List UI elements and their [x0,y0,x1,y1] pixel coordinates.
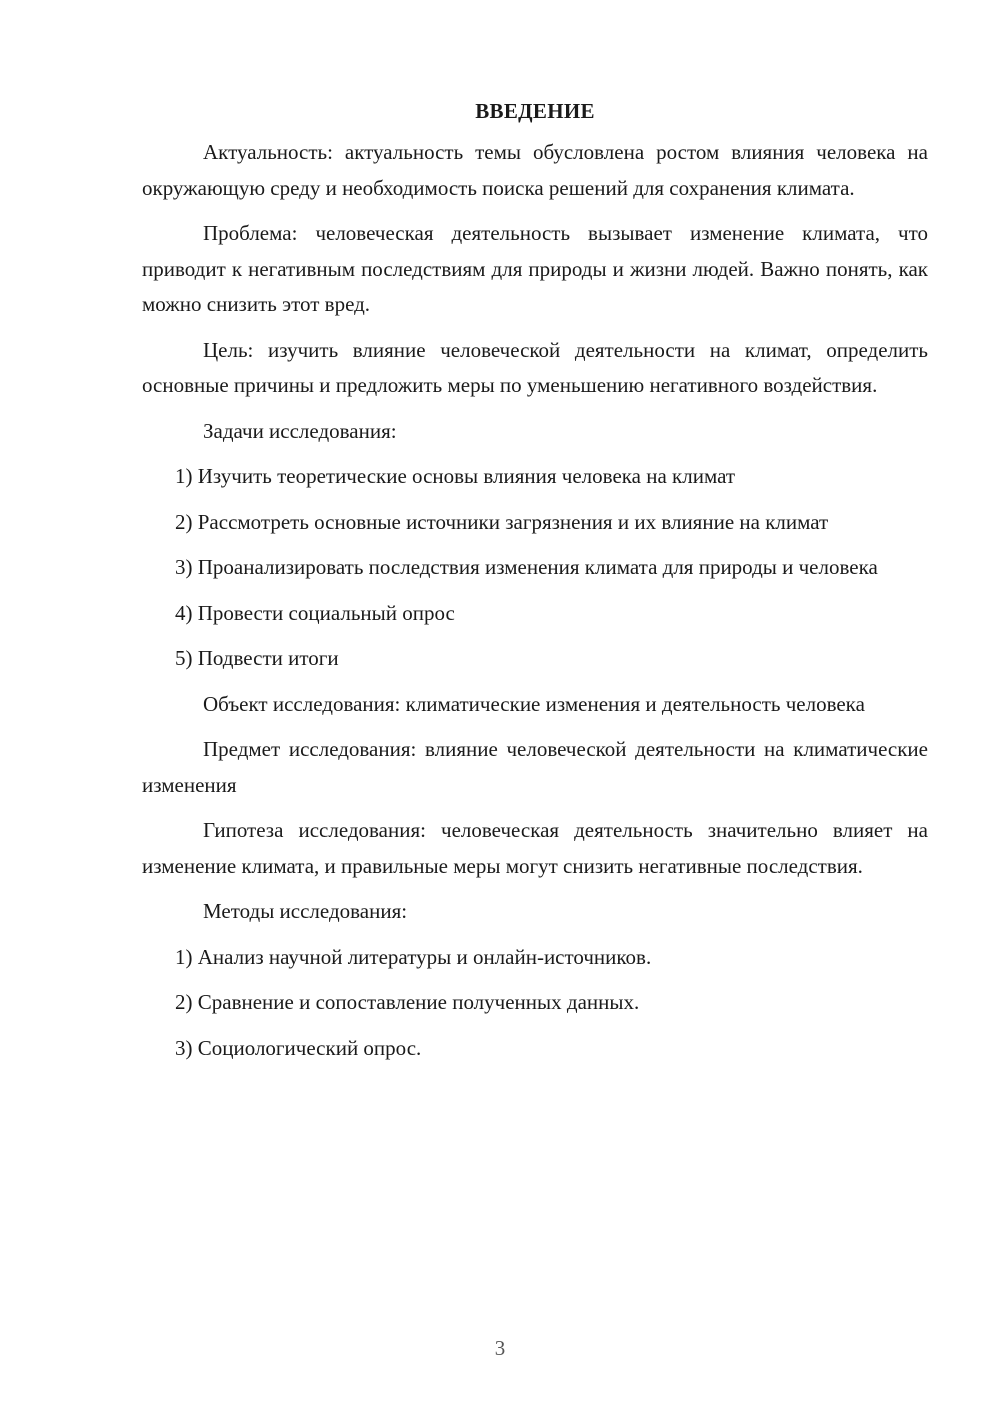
paragraph-tasks-heading: Задачи исследования: [203,418,397,443]
list-item-method-1: 1) Анализ научной литературы и онлайн-источников. [175,944,652,969]
list-item-task-2: 2) Рассмотреть основные источники загрязнения и их влияние на климат [175,509,829,534]
paragraph-subject: Предмет исследования: влияние человеческой деятельности на климатические изменения [142,737,928,797]
list-item-task-1: 1) Изучить теоретические основы влияния человека на климат [175,464,736,488]
list-item-task-4: 4) Провести социальный опрос [175,600,455,625]
document-title: ВВЕДЕНИЕ [475,99,595,123]
paragraph-object: Объект исследования: климатические изменения и деятельность человека [203,691,865,716]
page-number: 3 [494,1336,506,1360]
list-item-method-2: 2) Сравнение и сопоставление полученных данных. [175,990,640,1014]
list-item-method-3: 3) Социологический опрос. [175,1035,422,1060]
list-item-task-5: 5) Подвести итоги [175,646,339,670]
paragraph-relevance: Актуальность: актуальность темы обусловлена ростом влияния человека на окружающую среду и необходимость поиска решений для сохранения климата. [142,140,928,200]
paragraph-methods-heading: Методы исследования: [203,899,408,923]
list-item-task-3: 3) Проанализировать последствия изменения климата для природы и человека [175,555,878,579]
paragraph-goal: Цель: изучить влияние человеческой деятельности на климат, определить основные причины и предложить меры по уменьшению негативного воздействия. [142,337,928,397]
paragraph-hypothesis: Гипотеза исследования: человеческая деятельность значительно влияет на изменение климата, и правильные меры могут снизить негативные последствия. [142,818,928,878]
paragraph-problem: Проблема: человеческая деятельность вызывает изменение климата, что приводит к негативным последствиям для природы и жизни людей. Важно понять, как можно снизить этот вред. [142,221,928,316]
document-page [142,96,928,1076]
